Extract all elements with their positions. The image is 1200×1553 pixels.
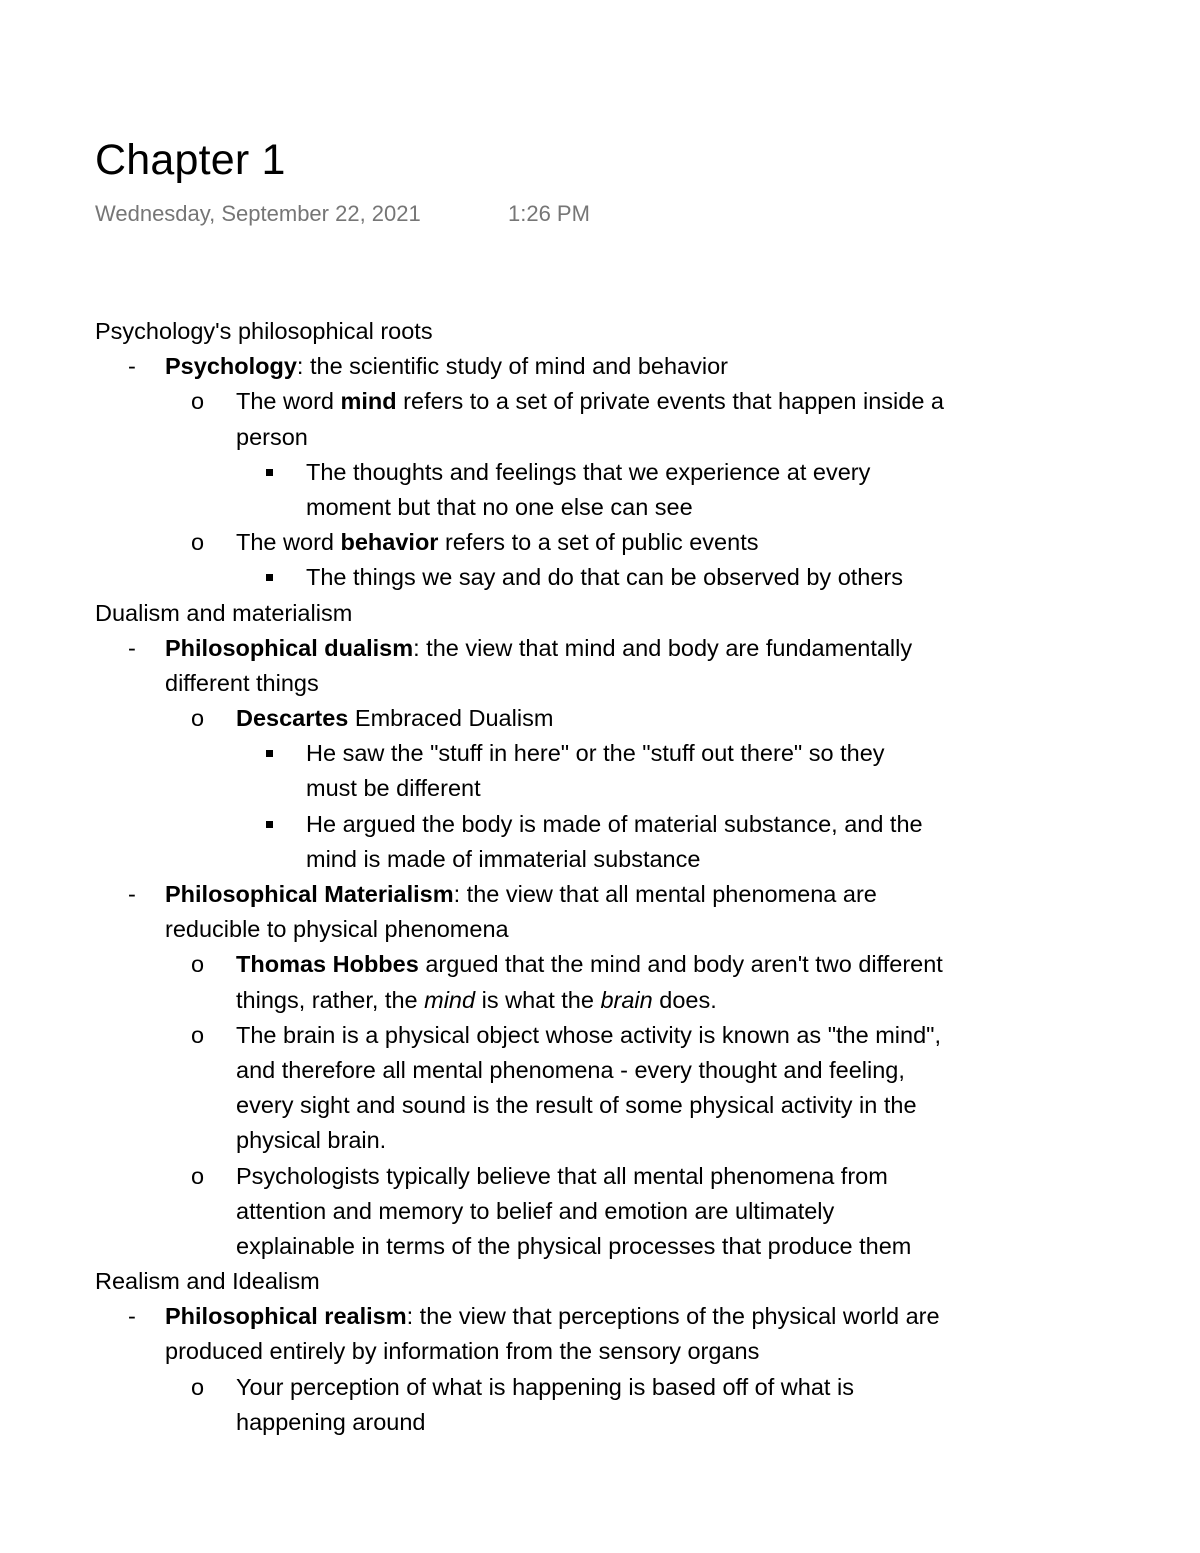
list-item: - Philosophical dualism: the view that mind and body are fundamentally	[0, 631, 1200, 666]
list-item: - Philosophical realism: the view that perceptions of the physical world are	[0, 1299, 1200, 1334]
list-item: o The brain is a physical object whose activity is known as "the mind",	[0, 1018, 1200, 1053]
list-item-continuation: happening around	[236, 1408, 426, 1435]
dash-bullet: -	[128, 1303, 136, 1330]
emphasis: brain	[600, 986, 653, 1013]
term: mind	[340, 388, 397, 415]
list-item: o Descartes Embraced Dualism	[0, 701, 1200, 736]
page-time: 1:26 PM	[508, 201, 590, 226]
term: Philosophical Materialism	[165, 881, 454, 907]
page-title[interactable]: Chapter 1	[95, 136, 286, 184]
list-item-continuation: things, rather, the mind is what the brain does.	[236, 986, 717, 1013]
circle-bullet: o	[191, 1373, 205, 1400]
list-item: o Psychologists typically believe that all mental phenomena from	[0, 1159, 1200, 1194]
list-item-continuation: moment but that no one else can see	[306, 493, 693, 520]
page-timestamp	[95, 200, 590, 228]
list-item-continuation: every sight and sound is the result of some physical activity in the	[236, 1092, 917, 1119]
list-item: - Psychology: the scientific study of mind and behavior	[0, 349, 1200, 384]
list-item: The thoughts and feelings that we experience at every	[0, 455, 1200, 490]
term: Descartes	[236, 705, 349, 732]
note-body[interactable]	[0, 314, 1200, 1440]
square-bullet	[266, 750, 273, 757]
term: Philosophical dualism	[165, 634, 414, 661]
list-item-continuation: attention and memory to belief and emotion are ultimately	[236, 1197, 835, 1224]
circle-bullet: o	[191, 1162, 205, 1189]
list-item-continuation: mind is made of immaterial substance	[306, 845, 701, 872]
square-bullet	[266, 574, 273, 581]
emphasis: mind	[424, 986, 476, 1013]
dash-bullet: -	[128, 353, 136, 380]
list-item: o The word mind refers to a set of private events that happen inside a	[0, 384, 1200, 419]
list-item-continuation: person	[236, 423, 308, 450]
term: Thomas Hobbes	[236, 951, 419, 978]
list-item: He argued the body is made of material substance, and the	[0, 807, 1200, 842]
list-item: He saw the "stuff in here" or the "stuff out there" so they	[0, 736, 1200, 771]
list-item-continuation: produced entirely by information from the sensory organs	[165, 1338, 760, 1365]
circle-bullet: o	[191, 705, 205, 732]
list-item: o Thomas Hobbes argued that the mind and body aren't two different	[0, 947, 1200, 982]
square-bullet	[266, 821, 273, 828]
term: behavior	[340, 529, 439, 556]
list-item: o Your perception of what is happening is based off of what is	[0, 1370, 1200, 1405]
term: Philosophical realism	[165, 1303, 407, 1330]
dash-bullet: -	[128, 881, 136, 907]
circle-bullet: o	[191, 1021, 205, 1048]
list-item: o The word behavior refers to a set of public events	[0, 525, 1200, 560]
list-item-continuation: must be different	[306, 775, 481, 802]
list-item: - Philosophical Materialism: the view that all mental phenomena are	[0, 877, 1200, 912]
list-item-continuation: and therefore all mental phenomena - every thought and feeling,	[236, 1056, 905, 1083]
dash-bullet: -	[128, 634, 136, 661]
list-item-continuation: physical brain.	[236, 1127, 387, 1154]
list-item-continuation: explainable in terms of the physical processes that produce them	[236, 1232, 912, 1259]
circle-bullet: o	[191, 529, 205, 556]
square-bullet	[266, 469, 273, 476]
section-heading: Dualism and materialism	[95, 599, 353, 626]
list-item: The things we say and do that can be observed by others	[0, 560, 1200, 595]
circle-bullet: o	[191, 951, 205, 978]
list-item-continuation: reducible to physical phenomena	[165, 916, 509, 943]
page-date: Wednesday, September 22, 2021	[95, 201, 421, 226]
section-heading: Psychology's philosophical roots	[95, 318, 433, 344]
term: Psychology	[165, 353, 297, 380]
section-heading: Realism and Idealism	[95, 1268, 320, 1295]
circle-bullet: o	[191, 388, 205, 415]
list-item-continuation: different things	[165, 669, 319, 696]
